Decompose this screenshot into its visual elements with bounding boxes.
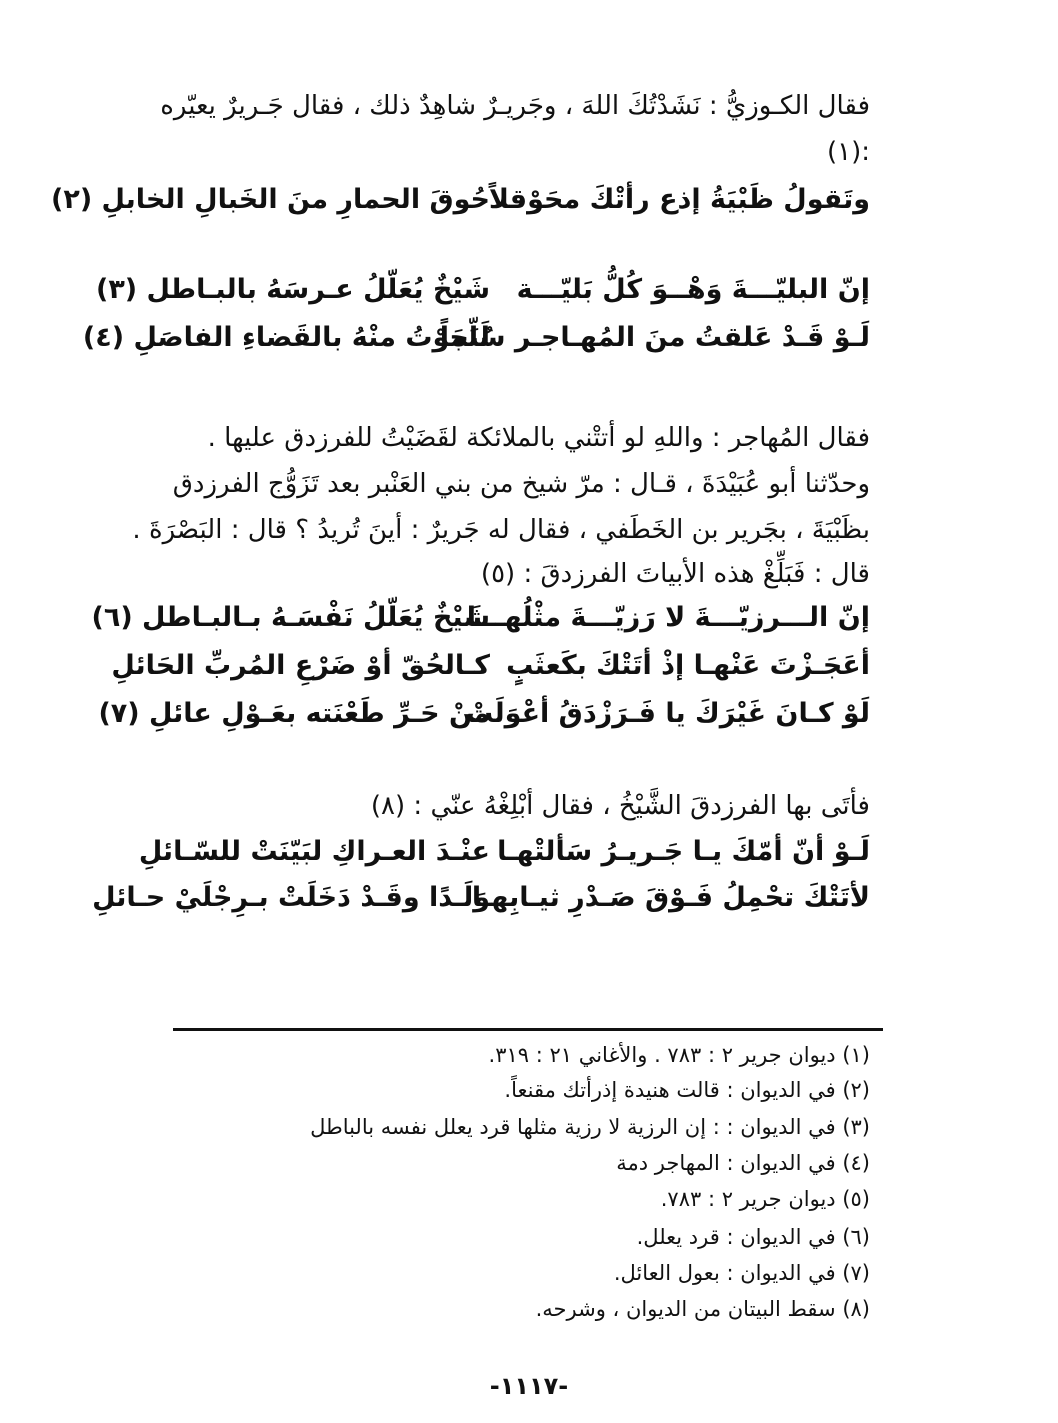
verse-line (130, 836, 870, 880)
verse-first-hemistich: لَـوْ قَـدْ عَلقتُ منَ المُهـاجـر سُلّماً (439, 322, 870, 353)
prose-line: :(١) (826, 137, 870, 167)
verse-line (82, 322, 870, 366)
verse-line (91, 602, 870, 646)
verse-line (92, 882, 870, 926)
prose-line: وحدّثنا أبو عُبَيْدَةَ ، قـال : مرّ شيخ من بني العَنْبر بعد تَزَوُّج الفرزدق (172, 469, 870, 499)
verse-first-hemistich: لَوْ كـانَ غَيْرَكَ يا فَـرَزْدَقُ أعْوَلَتْ (465, 698, 870, 729)
footnote: (٢) في الديوان : قالت هنيدة إذرأتك مقنعاً. (504, 1078, 870, 1102)
verse-line (95, 274, 870, 318)
prose-line: بظَبْيَةَ ، بجَرير بن الخَطَفي ، فقال له جَريرٌ : أينَ تُريدُ ؟ قال : البَصْرَةَ . (132, 515, 870, 545)
footnote: (٦) في الديوان : قرد يعلل. (636, 1225, 870, 1249)
prose-line: فقال المُهاجر : واللهِ لو أتتْني بالملائكة لقَضَيْتُ للفرزدق عليها . (207, 423, 870, 453)
footnote: (٧) في الديوان : بعول العائل. (613, 1261, 870, 1285)
verse-first-hemistich: لأتَتْكَ تحْمِلُ فَـوْقَ صَـدْرِ ثيـابِهـا (471, 882, 870, 913)
verse-second-hemistich: كـالحُقّ أوْ ضَرْعِ المُربِّ الحَائلِ (111, 650, 490, 681)
footnote-separator (173, 1028, 883, 1031)
footnote: (٥) ديوان جرير ٢ : ٧٨٣. (660, 1187, 870, 1211)
verse-line (50, 184, 870, 228)
footnote: (٤) في الديوان : المهاجر دمة (616, 1151, 870, 1175)
prose-line: فأتَى بها الفرزدقَ الشَّيْخُ ، فقال أبْلِغْهُ عنّي : (٨) (370, 791, 870, 821)
verse-first-hemistich: لَـوْ أنّ أمّكَ يـا جَـريـرُ سَألتْهـا (497, 836, 870, 867)
verse-first-hemistich: إنّ الـــرزيّـــةَ لا رَزيّـــةَ مثْلُهـــا (466, 602, 870, 633)
verse-second-hemistich: لَنَجَوْتُ منْهُ بالقَضاءِ الفاصَلِ (٤) (82, 322, 490, 353)
verse-line (111, 650, 870, 694)
footnote: (٨) سقط البيتان من الديوان ، وشرحه. (535, 1297, 870, 1321)
verse-first-hemistich: وتَقولُ ظَبْيَةُ إذع رأتْكَ محَوْقلاً (488, 184, 870, 215)
verse-second-hemistich: منْ حَـرِّ طَعْنَته بعَـوْلِ عائلِ (٧) (98, 698, 490, 729)
verse-second-hemistich: شَيْخٌ يُعَلّلُ نَفْسَـهُ بـالبـاطل (٦) (91, 602, 490, 633)
verse-second-hemistich: وَلَـدًا وقَـدْ دَخَلَتْ بـرِجْلَيْ حـائلِ (92, 882, 490, 913)
verse-second-hemistich: عنْـدَ العـراكِ لبَيّنَتْ للسّـائلِ (138, 836, 490, 867)
prose-line: قال : فَبَلِّغْ هذه الأبياتَ الفرزدقَ : (٥) (480, 559, 870, 589)
verse-first-hemistich: إنّ البليّـــةَ وَهْــوَ كُلُّ بَليّـــة (516, 274, 870, 305)
prose-line: فقال الكـوزيُّ : نَشَدْتُكَ اللهَ ، وجَريـرٌ شاهِدٌ ذلك ، فقال جَـريرٌ يعيّره (160, 91, 870, 121)
page-number: -١١١٧- (489, 1372, 569, 1400)
footnote: (١) ديوان جرير ٢ : ٧٨٣ . والأغاني ٢١ : ٣١٩. (488, 1043, 870, 1067)
verse-second-hemistich: حُوقَ الحمارِ منَ الخَبالِ الخابلِ (٢) (50, 184, 490, 215)
footnote: (٣) في الديوان : : إن الرزية لا رزية مثلها قرد يعلل نفسه بالباطل (310, 1115, 870, 1139)
verse-line (98, 698, 870, 742)
verse-second-hemistich: شَيْخٌ يُعَلّلُ عـرسَهُ بالبـاطل (٣) (95, 274, 490, 305)
verse-first-hemistich: أعَجَـزْتَ عَنْهـا إذْ أتَتْكَ بكَعثَبٍ (506, 650, 870, 681)
